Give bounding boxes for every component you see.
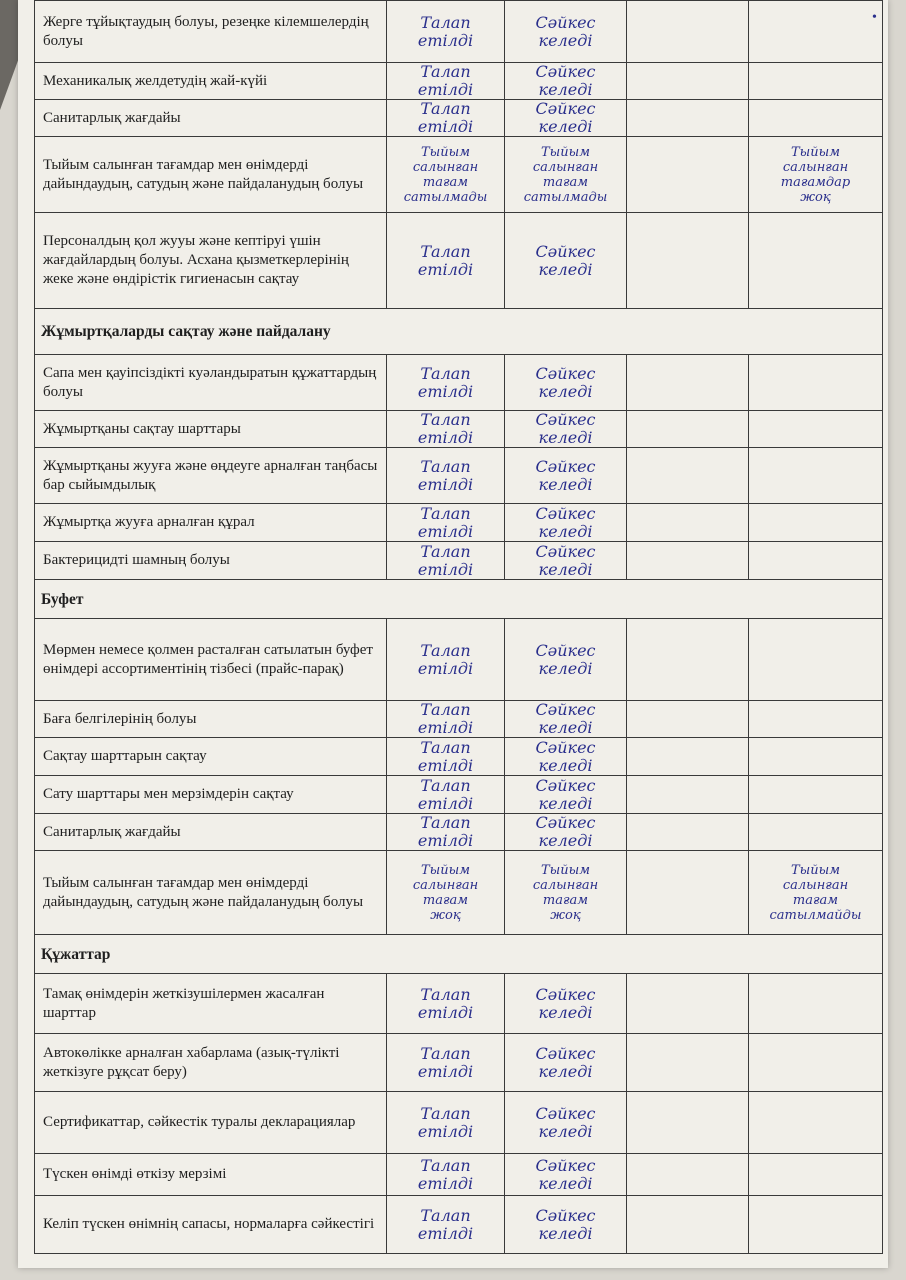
handwritten-line: етілді <box>417 117 474 136</box>
empty-cell <box>627 448 749 504</box>
handwritten-line: етілді <box>417 30 474 50</box>
handwritten-line: салынған <box>412 159 479 175</box>
empty-cell <box>749 100 883 137</box>
handwritten-line: келеді <box>538 259 593 279</box>
empty-cell <box>627 411 749 448</box>
handwritten-line: келеді <box>538 381 593 401</box>
handwritten-line: келеді <box>538 831 593 850</box>
empty-cell <box>627 701 749 738</box>
checklist-row <box>35 851 883 935</box>
requirement-text: Тыйым салынған тағамдар мен өнімдерді дайындаудың, сатудың және пайдаланудың болуы <box>35 137 387 213</box>
handwritten-line: Талап <box>420 737 471 757</box>
handwritten-compliance-cell <box>505 1196 627 1254</box>
checklist-row <box>35 542 883 580</box>
requirement-text: Санитарлық жағдайы <box>35 814 387 851</box>
handwritten-line: Талап <box>420 1043 471 1063</box>
handwritten-line: етілді <box>417 259 474 279</box>
empty-cell <box>627 738 749 776</box>
handwritten-line: Талап <box>420 1103 471 1123</box>
handwritten-compliance-cell <box>505 619 627 701</box>
handwritten-line: келеді <box>538 718 593 737</box>
pen-mark: • <box>872 10 877 25</box>
handwritten-compliance-cell <box>505 851 627 935</box>
handwritten-line: Сәйкес <box>535 241 596 261</box>
handwritten-requirement-cell <box>387 974 505 1034</box>
handwritten-line: етілді <box>417 755 474 775</box>
handwritten-line: жоқ <box>800 189 831 205</box>
checklist-row <box>35 619 883 701</box>
requirement-text: Жұмыртқаны сақтау шарттары <box>35 411 387 448</box>
handwritten-line: етілді <box>417 559 474 579</box>
requirement-text: Жерге тұйықтаудың болуы, резеңке кілемшелердің болуы <box>35 1 387 63</box>
handwritten-line: келеді <box>538 1121 593 1141</box>
handwritten-line: етілді <box>417 1002 474 1022</box>
handwritten-line: Талап <box>420 363 471 383</box>
handwritten-line: Тыйым <box>541 144 590 160</box>
handwritten-line: Талап <box>420 12 471 32</box>
handwritten-line: Сәйкес <box>535 99 596 118</box>
empty-cell <box>627 619 749 701</box>
handwritten-line: Тыйым <box>421 862 470 878</box>
inspection-checklist-table <box>34 0 883 1254</box>
requirement-text: Баға белгілерінің болуы <box>35 701 387 738</box>
requirement-text: Мөрмен немесе қолмен расталған сатылатын буфет өнімдері ассортиментінің тізбесі (прайс-парақ) <box>35 619 387 701</box>
requirement-text: Сақтау шарттарын сақтау <box>35 738 387 776</box>
handwritten-line: сатылмады <box>403 189 488 205</box>
requirement-text: Персоналдың қол жууы және кептіруі үшін жағдайлардың болуы. Асхана қызметкерлерінің жеке және өндірістік гигиенасын сақтау <box>35 213 387 309</box>
handwritten-line: Талап <box>420 456 471 476</box>
handwritten-line: келеді <box>538 658 593 678</box>
handwritten-line: келеді <box>538 1061 593 1081</box>
handwritten-requirement-cell <box>387 1034 505 1092</box>
empty-cell <box>749 542 883 580</box>
handwritten-line: Сәйкес <box>535 775 596 795</box>
requirement-text: Автокөлікке арналған хабарлама (азық-түлікті жеткізуге рұқсат беру) <box>35 1034 387 1092</box>
requirement-text: Жұмыртқа жууға арналған құрал <box>35 504 387 542</box>
handwritten-line: салынған <box>412 877 479 893</box>
handwritten-requirement-cell <box>387 1 505 63</box>
checklist-row <box>35 1154 883 1196</box>
handwritten-compliance-cell <box>505 1154 627 1196</box>
empty-cell <box>749 213 883 309</box>
handwritten-line: етілді <box>417 1061 474 1081</box>
handwritten-line: етілді <box>417 793 474 813</box>
requirement-text: Келіп түскен өнімнің сапасы, нормаларға сәйкестігі <box>35 1196 387 1254</box>
empty-cell <box>627 1196 749 1254</box>
handwritten-line: Сәйкес <box>535 12 596 32</box>
handwritten-line: Талап <box>420 99 471 118</box>
handwritten-compliance-cell <box>505 137 627 213</box>
empty-cell <box>749 1196 883 1254</box>
handwritten-compliance-cell <box>505 213 627 309</box>
checklist-row <box>35 448 883 504</box>
handwritten-requirement-cell <box>387 63 505 100</box>
requirement-text: Сату шарттары мен мерзімдерін сақтау <box>35 776 387 814</box>
handwritten-line: Сәйкес <box>535 456 596 476</box>
handwritten-line: Сәйкес <box>535 1043 596 1063</box>
handwritten-line: етілді <box>417 1223 474 1243</box>
handwritten-line: Сәйкес <box>535 1205 596 1225</box>
handwritten-compliance-cell <box>505 974 627 1034</box>
handwritten-line: етілді <box>417 1121 474 1141</box>
handwritten-line: Сәйкес <box>535 503 596 523</box>
empty-cell <box>749 776 883 814</box>
requirement-text: Тамақ өнімдерін жеткізушілермен жасалған шарттар <box>35 974 387 1034</box>
handwritten-line: етілді <box>417 80 474 99</box>
handwritten-line: етілді <box>417 831 474 850</box>
handwritten-line: Сәйкес <box>535 62 596 81</box>
handwritten-compliance-cell <box>505 1 627 63</box>
empty-cell <box>749 738 883 776</box>
handwritten-requirement-cell <box>387 411 505 448</box>
handwritten-line: тағам <box>422 174 469 190</box>
handwritten-compliance-cell <box>505 504 627 542</box>
handwritten-compliance-cell <box>505 701 627 738</box>
checklist-row <box>35 776 883 814</box>
handwritten-line: етілді <box>417 428 474 447</box>
checklist-row <box>35 814 883 851</box>
section-header-row <box>35 580 883 619</box>
handwritten-line: салынған <box>532 877 599 893</box>
empty-cell <box>627 776 749 814</box>
empty-cell <box>627 814 749 851</box>
empty-cell <box>749 411 883 448</box>
handwritten-compliance-cell <box>505 411 627 448</box>
empty-cell <box>749 448 883 504</box>
handwritten-compliance-cell <box>505 63 627 100</box>
empty-cell <box>749 1154 883 1196</box>
requirement-text: Сапа мен қауіпсіздікті куәландыратын құжаттардың болуы <box>35 355 387 411</box>
requirement-text: Түскен өнімді өткізу мерзімі <box>35 1154 387 1196</box>
handwritten-line: сатылмады <box>523 189 608 205</box>
section-header-row <box>35 935 883 974</box>
handwritten-line: тағамдар <box>780 174 851 190</box>
handwritten-note-cell <box>749 851 883 935</box>
handwritten-line: Сәйкес <box>535 1155 596 1175</box>
handwritten-line: келеді <box>538 1173 593 1193</box>
section-title: Құжаттар <box>35 935 883 974</box>
empty-cell <box>627 100 749 137</box>
requirement-text: Механикалық желдетудің жай-күйі <box>35 63 387 100</box>
handwritten-requirement-cell <box>387 814 505 851</box>
handwritten-line: келеді <box>538 30 593 50</box>
handwritten-line: тағам <box>422 892 469 908</box>
checklist-row <box>35 1 883 63</box>
empty-cell <box>627 63 749 100</box>
handwritten-requirement-cell <box>387 776 505 814</box>
handwritten-line: келеді <box>538 559 593 579</box>
handwritten-line: Талап <box>420 410 471 429</box>
handwritten-line: етілді <box>417 718 474 737</box>
empty-cell <box>627 1 749 63</box>
requirement-text: Сертификаттар, сәйкестік туралы декларациялар <box>35 1092 387 1154</box>
handwritten-line: етілді <box>417 474 474 494</box>
handwritten-line: Талап <box>420 241 471 261</box>
empty-cell <box>749 814 883 851</box>
handwritten-line: Тыйым <box>791 862 840 878</box>
handwritten-line: етілді <box>417 521 474 541</box>
empty-cell <box>627 504 749 542</box>
handwritten-line: Талап <box>420 984 471 1004</box>
checklist-row <box>35 1034 883 1092</box>
handwritten-compliance-cell <box>505 355 627 411</box>
empty-cell <box>627 355 749 411</box>
handwritten-compliance-cell <box>505 776 627 814</box>
handwritten-line: Сәйкес <box>535 700 596 719</box>
handwritten-line: тағам <box>792 892 839 908</box>
handwritten-line: келеді <box>538 1223 593 1243</box>
empty-cell <box>749 1 883 63</box>
empty-cell <box>627 213 749 309</box>
handwritten-requirement-cell <box>387 1154 505 1196</box>
handwritten-compliance-cell <box>505 448 627 504</box>
requirement-text: Бактерицидті шамның болуы <box>35 542 387 580</box>
handwritten-compliance-cell <box>505 100 627 137</box>
handwritten-line: келеді <box>538 80 593 99</box>
checklist-row <box>35 100 883 137</box>
handwritten-line: келеді <box>538 521 593 541</box>
empty-cell <box>749 355 883 411</box>
handwritten-line: Тыйым <box>421 144 470 160</box>
handwritten-line: Сәйкес <box>535 813 596 832</box>
handwritten-line: Талап <box>420 640 471 660</box>
empty-cell <box>749 619 883 701</box>
handwritten-compliance-cell <box>505 814 627 851</box>
handwritten-requirement-cell <box>387 1092 505 1154</box>
handwritten-compliance-cell <box>505 542 627 580</box>
handwritten-line: Сәйкес <box>535 737 596 757</box>
handwritten-note-cell <box>749 137 883 213</box>
handwritten-line: Талап <box>420 1155 471 1175</box>
handwritten-line: Сәйкес <box>535 1103 596 1123</box>
empty-cell <box>627 137 749 213</box>
handwritten-requirement-cell <box>387 619 505 701</box>
handwritten-line: Талап <box>420 541 471 561</box>
handwritten-line: Талап <box>420 62 471 81</box>
checklist-row <box>35 974 883 1034</box>
handwritten-line: салынған <box>782 159 849 175</box>
checklist-row <box>35 1092 883 1154</box>
checklist-row <box>35 137 883 213</box>
handwritten-line: тағам <box>542 174 589 190</box>
handwritten-line: етілді <box>417 1173 474 1193</box>
empty-cell <box>627 1154 749 1196</box>
handwritten-line: келеді <box>538 117 593 136</box>
checklist-row <box>35 411 883 448</box>
handwritten-line: салынған <box>782 877 849 893</box>
requirement-text: Жұмыртқаны жууға және өңдеуге арналған таңбасы бар сыйымдылық <box>35 448 387 504</box>
handwritten-line: Сәйкес <box>535 984 596 1004</box>
handwritten-line: Тыйым <box>541 862 590 878</box>
handwritten-line: тағам <box>542 892 589 908</box>
handwritten-line: етілді <box>417 658 474 678</box>
handwritten-line: салынған <box>532 159 599 175</box>
handwritten-requirement-cell <box>387 100 505 137</box>
handwritten-requirement-cell <box>387 701 505 738</box>
handwritten-line: Талап <box>420 775 471 795</box>
empty-cell <box>627 851 749 935</box>
handwritten-line: келеді <box>538 793 593 813</box>
handwritten-line: Сәйкес <box>535 363 596 383</box>
handwritten-line: Сәйкес <box>535 640 596 660</box>
handwritten-line: етілді <box>417 381 474 401</box>
checklist-row <box>35 63 883 100</box>
empty-cell <box>627 1034 749 1092</box>
handwritten-compliance-cell <box>505 1034 627 1092</box>
checklist-row <box>35 701 883 738</box>
handwritten-compliance-cell <box>505 1092 627 1154</box>
handwritten-line: жоқ <box>430 907 461 923</box>
checklist-row <box>35 355 883 411</box>
empty-cell <box>627 974 749 1034</box>
empty-cell <box>749 1034 883 1092</box>
handwritten-line: Сәйкес <box>535 541 596 561</box>
handwritten-line: келеді <box>538 755 593 775</box>
section-title: Жұмыртқаларды сақтау және пайдалану <box>35 309 883 355</box>
handwritten-line: Талап <box>420 700 471 719</box>
handwritten-line: Тыйым <box>791 144 840 160</box>
handwritten-line: Талап <box>420 813 471 832</box>
handwritten-requirement-cell <box>387 504 505 542</box>
handwritten-requirement-cell <box>387 738 505 776</box>
handwritten-line: Талап <box>420 503 471 523</box>
handwritten-line: Талап <box>420 1205 471 1225</box>
checklist-row <box>35 1196 883 1254</box>
handwritten-requirement-cell <box>387 542 505 580</box>
handwritten-requirement-cell <box>387 448 505 504</box>
handwritten-line: жоқ <box>550 907 581 923</box>
handwritten-line: келеді <box>538 1002 593 1022</box>
empty-cell <box>749 504 883 542</box>
checklist-row <box>35 504 883 542</box>
empty-cell <box>749 974 883 1034</box>
empty-cell <box>749 63 883 100</box>
handwritten-compliance-cell <box>505 738 627 776</box>
handwritten-line: келеді <box>538 474 593 494</box>
checklist-body <box>35 1 883 1254</box>
section-title: Буфет <box>35 580 883 619</box>
requirement-text: Тыйым салынған тағамдар мен өнімдерді дайындаудың, сатудың және пайдаланудың болуы <box>35 851 387 935</box>
handwritten-line: сатылмайды <box>769 907 862 923</box>
handwritten-requirement-cell <box>387 851 505 935</box>
empty-cell <box>627 542 749 580</box>
handwritten-line: Сәйкес <box>535 410 596 429</box>
handwritten-requirement-cell <box>387 213 505 309</box>
requirement-text: Санитарлық жағдайы <box>35 100 387 137</box>
section-header-row <box>35 309 883 355</box>
checklist-row <box>35 738 883 776</box>
handwritten-requirement-cell <box>387 355 505 411</box>
checklist-row <box>35 213 883 309</box>
handwritten-line: келеді <box>538 428 593 447</box>
handwritten-requirement-cell <box>387 1196 505 1254</box>
empty-cell <box>749 701 883 738</box>
handwritten-requirement-cell <box>387 137 505 213</box>
empty-cell <box>749 1092 883 1154</box>
empty-cell <box>627 1092 749 1154</box>
